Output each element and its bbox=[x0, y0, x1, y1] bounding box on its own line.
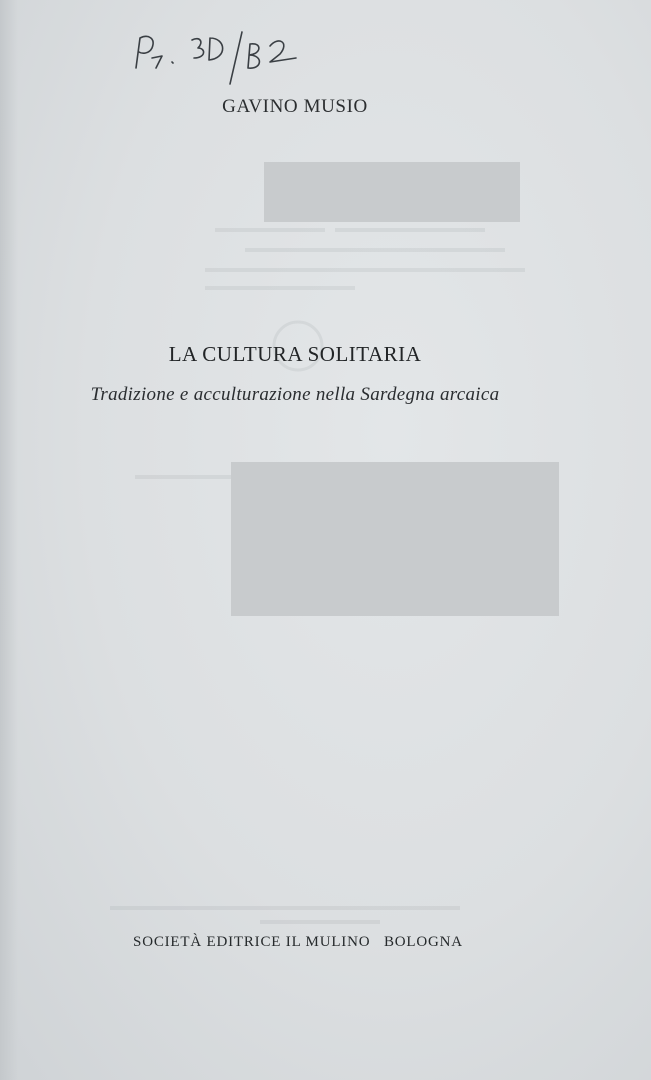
author-name: GAVINO MUSIO bbox=[222, 96, 368, 117]
bleed-through-texture bbox=[205, 222, 525, 302]
bleed-through-line bbox=[135, 470, 245, 488]
bleed-copyright-lines bbox=[110, 900, 470, 928]
handwritten-shelf-mark bbox=[130, 28, 305, 90]
book-title: LA CULTURA SOLITARIA bbox=[168, 342, 422, 366]
bleed-lines-decoration bbox=[205, 222, 525, 302]
book-subtitle: Tradizione e acculturazione nella Sardegna arcaica bbox=[90, 384, 500, 405]
publisher-imprint: SOCIETÀ EDITRICE IL MULINO BOLOGNA bbox=[133, 934, 463, 950]
redacted-area-top bbox=[264, 162, 520, 222]
redacted-area-middle bbox=[231, 462, 559, 616]
bleed-short-line bbox=[135, 471, 245, 483]
bleed-through-copyright bbox=[110, 900, 470, 933]
